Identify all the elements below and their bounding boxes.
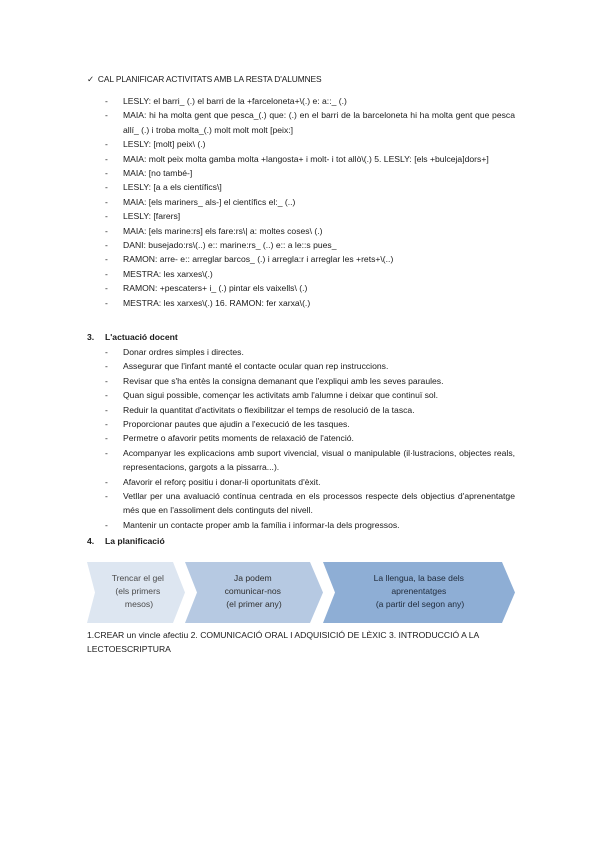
step-1-line: (els primers — [115, 586, 161, 596]
dialogue-line: - MAIA: hi ha molta gent que pesca_(.) que: (.) en el barri de la barceloneta hi ha molta gent que pesca allí_ (.) i troba molta_(.) molt molt molt [peix:] — [105, 108, 515, 137]
section-4-heading — [87, 534, 165, 548]
list-item: - Proporcionar pautes que ajudin a l'execució de les tasques. — [105, 417, 515, 431]
list-item: - Afavorir el reforç positiu i donar-li oportunitats d'èxit. — [105, 475, 515, 489]
section-4-number: 4. — [87, 536, 95, 546]
section-3-title: L'actuació docent — [105, 332, 178, 342]
dialogue-line: - RAMON: +pescaters+ i_ (.) pintar els vaixells\ (.) — [105, 281, 515, 295]
dialogue-line: - MAIA: [els mariners_ als-] el científics el:_ (..) — [105, 195, 515, 209]
dialogue-line: - RAMON: arre- e:: arreglar barcos_ (.) i arregla:r i arreglar les +rets+\(..) — [105, 252, 515, 266]
planning-process-diagram — [87, 560, 515, 625]
list-item: - Revisar que s'ha entès la consigna demanant que l'expliqui amb les seves paraules. — [105, 374, 515, 388]
heading-text: CAL PLANIFICAR ACTIVITATS AMB LA RESTA D'ALUMNES — [97, 74, 322, 84]
section-3-heading — [87, 330, 178, 344]
list-item: - Donar ordres simples i directes. — [105, 345, 515, 359]
section-4-title: La planificació — [105, 536, 165, 546]
step-2-line: Ja podem — [233, 573, 272, 583]
list-item: - Vetllar per una avaluació contínua centrada en els processos respecte dels objectius d'aprenentatge més que en l'assoliment dels continguts del nivell. — [105, 489, 515, 518]
dialogue-line: - MAIA: molt peix molta gamba molta +langosta+ i molt- i tot allò\(.) 5. LESLY: [els +bulceja]dors+] — [105, 152, 515, 166]
list-item: - Quan sigui possible, començar les activitats amb l'alumne i deixar que continuï sol. — [105, 388, 515, 402]
dialogue-list — [105, 94, 515, 310]
dialogue-line: - LESLY: el barri_ (.) el barri de la +farceloneta+\(.) e: a::_ (.) — [105, 94, 515, 108]
step-1-line: mesos) — [124, 599, 154, 609]
step-2-line: comunicar-nos — [224, 586, 281, 596]
dialogue-line: - MAIA: [no també-] — [105, 166, 515, 180]
step-3-line: (a partir del segon any) — [375, 599, 465, 609]
dialogue-line: - DANI: busejado:rs\(..) e:: marine:rs_ (..) e:: a le::s pues_ — [105, 238, 515, 252]
step-1-line: Trencar el gel — [111, 573, 164, 583]
step-2-line: (el primer any) — [226, 599, 282, 609]
dialogue-line: - MAIA: [els marine:rs] els fare:rs\| a: moltes coses\ (.) — [105, 224, 515, 238]
dialogue-line: - LESLY: [a a els científics\] — [105, 180, 515, 194]
list-item: - Reduir la quantitat d'activitats o flexibilitzar el temps de resolució de la tasca. — [105, 403, 515, 417]
list-item: - Assegurar que l'infant manté el contacte ocular quan rep instruccions. — [105, 359, 515, 373]
section-3-number: 3. — [87, 332, 95, 342]
dialogue-line: - LESLY: [molt] peix\ (.) — [105, 137, 515, 151]
checkmark-icon: ✓ — [87, 74, 94, 84]
list-item: - Acompanyar les explicacions amb suport vivencial, visual o manipulable (il·lustracions, objectes reals, representacions, gargots a la pissarra...). — [105, 446, 515, 475]
list-item: - Permetre o afavorir petits moments de relaxació de l'atenció. — [105, 431, 515, 445]
footer-text: 1.CREAR un vincle afectiu 2. COMUNICACIÓ ORAL I ADQUISICIÓ DE LÈXIC 3. INTRODUCCIÓ A LA LECTOESCRIPTURA — [87, 630, 479, 655]
step-3-line: La llengua, la base dels — [373, 573, 464, 583]
list-item: - Mantenir un contacte proper amb la família i informar-la dels progressos. — [105, 518, 515, 532]
section-heading — [87, 72, 527, 86]
step-3-line: aprenentatges — [391, 586, 447, 596]
teacher-actions-list — [105, 345, 515, 532]
dialogue-line: - LESLY: [farers] — [105, 209, 515, 223]
dialogue-line: - MESTRA: les xarxes\(.) 16. RAMON: fer xarxa\(.) — [105, 296, 515, 310]
dialogue-line: - MESTRA: les xarxes\(.) — [105, 267, 515, 281]
